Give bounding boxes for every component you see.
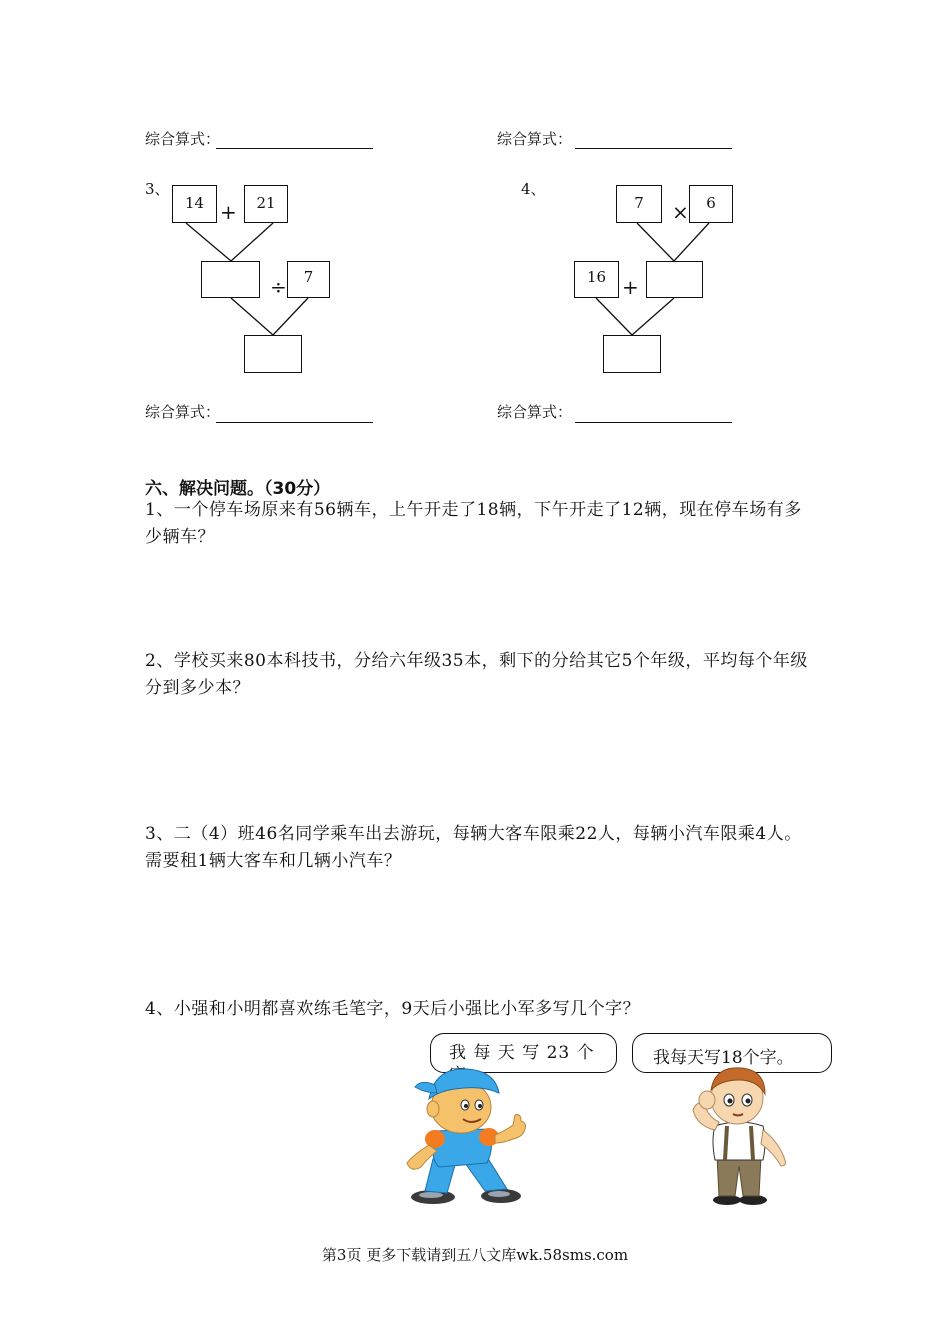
question-1: 1、一个停车场原来有56辆车，上午开走了18辆，下午开走了12辆，现在停车场有多少辆车？ xyxy=(145,500,802,547)
diagram4-box-bottom-answer[interactable] xyxy=(603,335,661,373)
formula-label-2: 综合算式： xyxy=(497,130,573,148)
formula-label-1: 综合算式： xyxy=(145,130,221,148)
question-2: 2、学校买来80本科技书，分给六年级35本，剩下的分给其它5个年级，平均每个年级分到多少本？ xyxy=(145,651,808,698)
diagram4-box-middle-answer[interactable] xyxy=(646,261,703,298)
page-footer: 第3页 更多下载请到五八文库wk.58sms.com xyxy=(321,1246,629,1264)
diagram3-index: 3、 xyxy=(145,180,170,198)
diagram3-box-top-left: 14 xyxy=(172,185,217,223)
diagram3-plus-sign: + xyxy=(220,200,237,224)
formula-label-3: 综合算式： xyxy=(145,403,221,421)
diagram-connectors xyxy=(0,0,950,420)
diagram3-divide-sign: ÷ xyxy=(270,275,287,299)
speech-bubble-right-text: 我每天写18个字。 xyxy=(653,1048,794,1068)
diagram3-box-middle-answer[interactable] xyxy=(201,261,260,298)
cartoon-boy-thinking-illustration xyxy=(675,1060,805,1210)
diagram4-box-top-right: 6 xyxy=(689,185,733,223)
diagram4-plus-sign: + xyxy=(622,275,639,299)
diagram4-index: 4、 xyxy=(521,180,546,198)
diagram4-box-middle-left: 16 xyxy=(574,261,619,298)
diagram3-box-bottom-answer[interactable] xyxy=(244,335,302,373)
diagram3-box-middle-right: 7 xyxy=(287,261,330,298)
question-4: 4、小强和小明都喜欢练毛笔字，9天后小强比小军多写几个字？ xyxy=(145,999,641,1019)
formula-label-4: 综合算式： xyxy=(497,403,573,421)
question-3: 3、二（4）班46名同学乘车出去游玩，每辆大客车限乘22人，每辆小汽车限乘4人。需要租1辆大客车和几辆小汽车？ xyxy=(145,824,802,871)
formula-answer-line-4[interactable] xyxy=(575,408,732,423)
formula-answer-line-3[interactable] xyxy=(216,408,373,423)
speech-bubble-left-text: 我 每 天 写 23 个 xyxy=(449,1043,595,1063)
cartoon-boy-cap-illustration xyxy=(395,1063,540,1208)
diagram4-box-top-left: 7 xyxy=(616,185,662,223)
diagram3-box-top-right: 21 xyxy=(244,185,288,223)
section-heading: 六、解决问题。（30分） xyxy=(145,479,331,499)
diagram4-multiply-sign: × xyxy=(672,200,689,224)
